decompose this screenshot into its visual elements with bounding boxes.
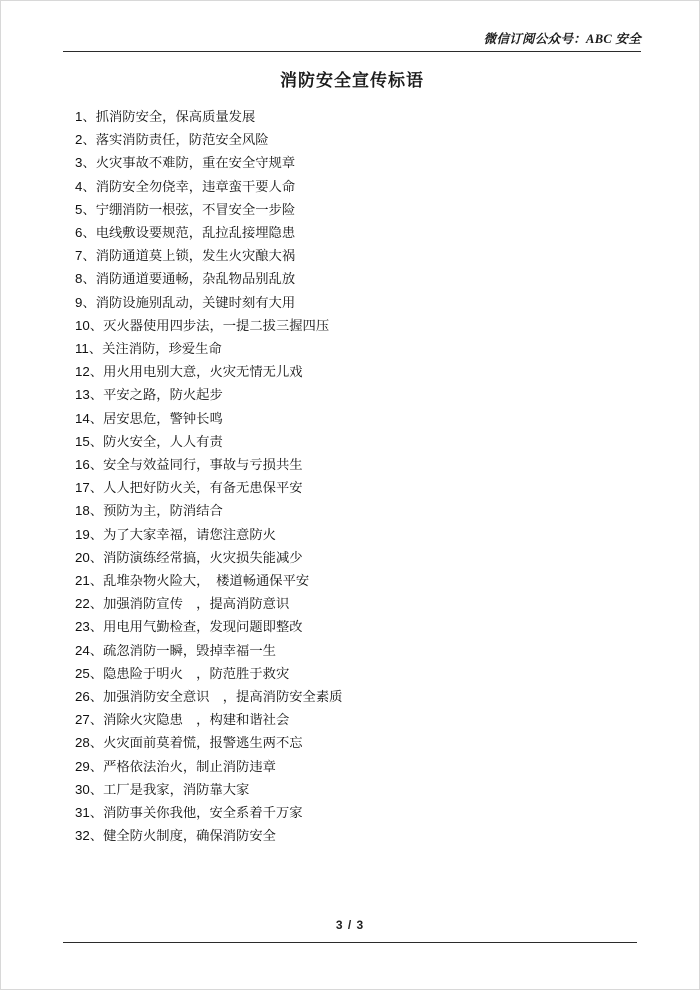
list-item: 15、防火安全，人人有责 xyxy=(75,433,223,449)
list-item: 3、火灾事故不难防，重在安全守规章 xyxy=(75,155,296,171)
list-item: 27、消除火灾隐患 ，构建和谐社会 xyxy=(75,712,290,728)
list-item: 22、加强消防宣传 ，提高消防意识 xyxy=(75,596,290,612)
list-item: 20、消防演练经常搞，火灾损失能减少 xyxy=(75,549,303,565)
document-footer xyxy=(63,918,637,943)
list-item: 29、严格依法治火，制止消防违章 xyxy=(75,758,276,774)
list-item: 14、居安思危，警钟长鸣 xyxy=(75,410,223,426)
page-content xyxy=(63,29,641,959)
list-item: 19、为了大家幸福，请您注意防火 xyxy=(75,526,276,542)
list-item: 13、平安之路，防火起步 xyxy=(75,387,223,403)
list-item: 17、人人把好防火关，有备无患保平安 xyxy=(75,480,303,496)
list-item: 6、电线敷设要规范，乱拉乱接埋隐患 xyxy=(75,225,296,241)
list-item: 2、落实消防责任，防范安全风险 xyxy=(75,132,269,148)
slogan-list xyxy=(63,105,641,848)
list-item: 10、灭火器使用四步法，一提二拔三握四压 xyxy=(75,317,330,333)
list-item: 8、消防通道要通畅，杂乱物品别乱放 xyxy=(75,271,296,287)
list-item: 12、用火用电别大意，火灾无情无儿戏 xyxy=(75,364,303,380)
list-item: 30、工厂是我家，消防靠大家 xyxy=(75,781,250,797)
list-item: 21、乱堆杂物火险大， 楼道畅通保平安 xyxy=(75,573,310,589)
list-item: 25、隐患险于明火 ，防范胜于救灾 xyxy=(75,665,290,681)
document-header xyxy=(63,29,641,51)
list-item: 28、火灾面前莫着慌，报警逃生两不忘 xyxy=(75,735,303,751)
list-item: 31、消防事关你我他，安全系着千万家 xyxy=(75,805,303,821)
list-item: 24、疏忽消防一瞬，毁掉幸福一生 xyxy=(75,642,276,658)
list-item: 26、加强消防安全意识 ，提高消防安全素质 xyxy=(75,689,343,705)
list-item: 4、消防安全勿侥幸，违章蛮干要人命 xyxy=(75,178,296,194)
list-item: 11、关注消防，珍爱生命 xyxy=(75,341,222,357)
list-item: 5、宁绷消防一根弦，不冒安全一步险 xyxy=(75,201,296,217)
list-item: 18、预防为主，防消结合 xyxy=(75,503,223,519)
list-item: 7、消防通道莫上锁，发生火灾酿大祸 xyxy=(75,248,296,264)
list-item: 16、安全与效益同行，事故与亏损共生 xyxy=(75,457,303,473)
list-item: 32、健全防火制度，确保消防安全 xyxy=(75,828,276,844)
list-item: 1、抓消防安全，保高质量发展 xyxy=(75,109,256,124)
page-number: 3 / 3 xyxy=(335,918,365,932)
footer-divider xyxy=(63,942,637,943)
list-item: 9、消防设施别乱动，关键时刻有大用 xyxy=(75,294,296,310)
header-subscription-text: 微信订阅公众号：ABC 安全 xyxy=(483,32,641,46)
header-divider xyxy=(63,51,641,52)
page-title: 消防安全宣传标语 xyxy=(280,71,424,90)
list-item: 23、用电用气勤检查，发现问题即整改 xyxy=(75,619,303,635)
